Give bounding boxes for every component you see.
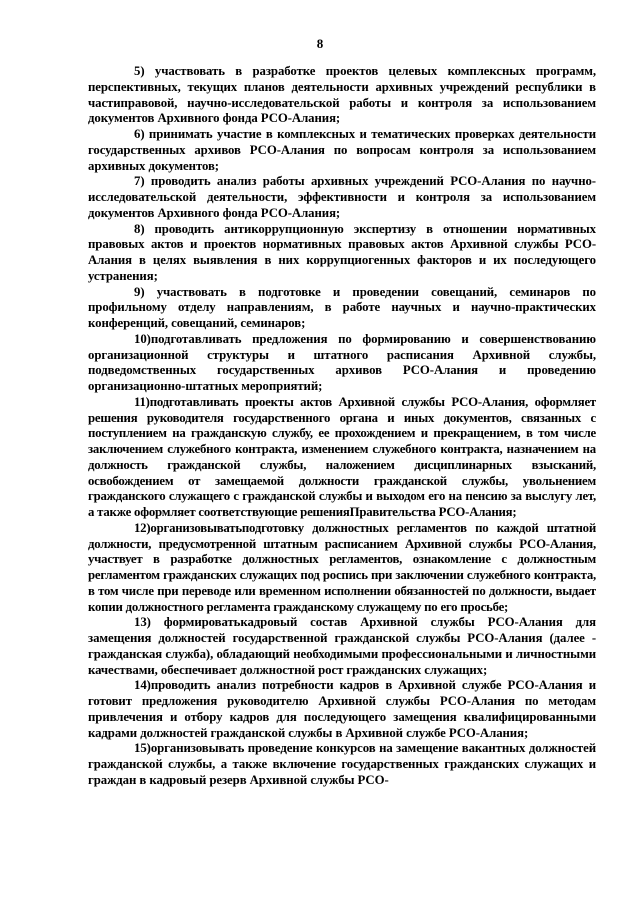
- page-number: 8: [316, 36, 324, 51]
- paragraph-item-15: 15)организовывать проведение конкурсов на замещение вакантных должностей гражданской службы, а также включение государственных гражданских служащих и граждан в кадровый резерв Архивной службы РСО-: [88, 741, 596, 787]
- paragraph-item-8: 8) проводить антикоррупционную экспертизу в отношении нормативных правовых актов и проектов нормативных правовых актов Архивной службы РСО-Алания в целях выявления в них коррупциогенных факторов и их последующего устранения;: [88, 221, 596, 283]
- paragraph-item-13: 13) формироватькадровый состав Архивной службы РСО-Алания для замещения должностей государственной гражданской службы РСО-Алания (далее - гражданская служба), обладающий необходимыми профессиональными и личностными качествами, обеспечивает должностной рост гражданских служащих;: [88, 615, 596, 677]
- paragraph-item-11: 11)подготавливать проекты актов Архивной службы РСО-Алания, оформляет решения руководителя государственного органа и иных документов, связанных с поступлением на гражданскую службу, ее прохождением и прекращением, в том числе заключением служебного контракта, изменением служебного контракта, назначением на должность гражданской службы, наложением дисциплинарных взысканий, освобождением от замещаемой должности гражданской службы, увольнением гражданского служащего с гражданской службы и выходом его на пенсию за выслугу лет, а также оформляет соответствующие решенияПравительства РСО-Алания;: [88, 394, 596, 519]
- page-content: [88, 64, 596, 789]
- paragraph-item-14: 14)проводить анализ потребности кадров в Архивной службе РСО-Алания и готовит предложения руководителю Архивной службы РСО-Алания по методам привлечения и отбору кадров для последующего замещения квалифицированными кадрами должностей гражданской службы в Архивной службе РСО-Алания;: [88, 678, 596, 740]
- paragraph-item-9: 9) участвовать в подготовке и проведении совещаний, семинаров по профильному отделу направлениям, в работе научных и научно-практических конференций, совещаний, семинаров;: [88, 284, 596, 330]
- paragraph-item-7: 7) проводить анализ работы архивных учреждений РСО-Алания по научно-исследовательской деятельности, эффективности и контроля за использованием документов Архивного фонда РСО-Алания;: [88, 174, 596, 220]
- paragraph-item-5: 5) участвовать в разработке проектов целевых комплексных программ, перспективных, текущих планов деятельности архивных учреждений республики в частиправовой, научно-исследовательской работы и контроля за использованием документов Архивного фонда РСО-Алания;: [88, 64, 596, 126]
- paragraph-item-10: 10)подготавливать предложения по формированию и совершенствованию организационной структуры и штатного расписания Архивной службы, подведомственных государственных архивов РСО-Алания и проведению организационно-штатных мероприятий;: [88, 331, 596, 393]
- paragraph-item-12: 12)организовыватьподготовку должностных регламентов по каждой штатной должности, предусмотренной штатным расписанием Архивной службы РСО-Алания, участвует в разработке должностных регламентов, ознакомление с должностным регламентом гражданских служащих под роспись при заключении служебного контракта, в том числе при переводе или временном исполнении обязанностей по должности, выдает копии должностного регламента гражданскому служащему по его просьбе;: [88, 520, 596, 614]
- paragraph-item-6: 6) принимать участие в комплексных и тематических проверках деятельности государственных архивов РСО-Алания по вопросам контроля за использованием архивных документов;: [88, 127, 596, 173]
